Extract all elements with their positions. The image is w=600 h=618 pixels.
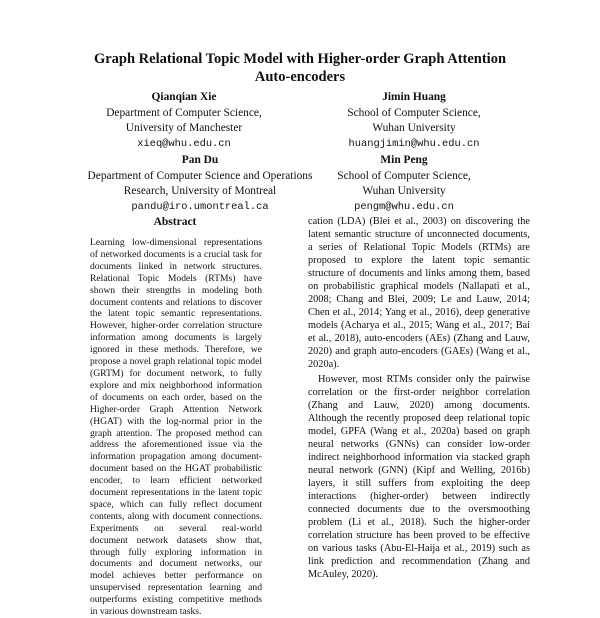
introduction-body	[308, 215, 530, 581]
author-name: Pan Du	[181, 154, 219, 166]
author-affiliation: Wuhan University	[372, 122, 456, 134]
author-affiliation: School of Computer Science,	[337, 169, 471, 182]
author-affiliation: School of Computer Science,	[347, 106, 481, 119]
author-name: Qianqian Xie	[151, 91, 217, 103]
author-affiliation: Department of Computer Science and Operations	[87, 169, 313, 182]
author-email: pengm@whu.edu.cn	[354, 200, 454, 213]
author-email: pandu@iro.umontreal.ca	[131, 200, 269, 213]
author-affiliation: Research, University of Montreal	[123, 185, 277, 197]
author-affiliation: Department of Computer Science,	[106, 106, 262, 119]
author-email: huangjimin@whu.edu.cn	[348, 137, 480, 150]
author-email: xieq@whu.edu.cn	[137, 137, 231, 150]
author-affiliation: University of Manchester	[125, 122, 243, 134]
body-paragraph-1: cation (LDA) (Blei et al., 2003) on discovering the latent semantic structure of unconnected documents, a series of Relational Topic Models (RTMs) are proposed to explore the latent topic semantic structure of documents and links among them, based on probabilistic graphical models (Nallapati et al., 2008; Chang and Blei, 2009; Le and Lauw, 2014; Chen et al., 2014; Yang et al., 2016), deep generative models (Acharya et al., 2015; Wang et al., 2017; Bai et al., 2018), auto-encoders (AEs) (Zhang and Lauw, 2020) and graph auto-encoders (GAEs) (Wang et al., 2020a).	[308, 216, 530, 370]
author-name: Min Peng	[380, 154, 428, 166]
paper-title-line-1: Graph Relational Topic Model with Higher-order Graph Attention	[93, 51, 507, 67]
body-paragraph-2: However, most RTMs consider only the pairwise correlation or the first-order neighbor correlation (Zhang and Lauw, 2020) among documents. Although the recently proposed deep relational topic model, GPFA (Wang et al., 2020a) based on graph neural networks (GNNs) can consider low-order indirect neighborhood information via stacked graph neural network (GNN) (Kipf and Welling, 2016b) layers, it still suffers from exploiting the deep interactions (higher-order) between indirectly connected documents due to the oversmoothing problem (Li et al., 2018). Such the higher-order correlation structure has been proved to be effective on various tasks (Abu-El-Haija et al., 2019) such as link prediction and recommendation (Zhang and McAuley, 2020).	[308, 374, 530, 580]
author-affiliation: Wuhan University	[362, 185, 446, 197]
author-block-1	[54, 90, 314, 152]
abstract-heading: Abstract	[153, 216, 197, 228]
author-block-4	[274, 153, 534, 215]
paper-title-line-2: Auto-encoders	[254, 69, 346, 85]
paper-title	[40, 50, 560, 86]
author-name: Jimin Huang	[382, 91, 446, 103]
author-block-2	[284, 90, 544, 152]
abstract-text: Learning low-dimensional representations of networked documents is a crucial task for documents linked in network structures. Relational Topic Models (RTMs) have shown their strengths in modeling both document contents and relations to discover the latent topic semantic representations. However, higher-order correlation structure information among documents is largely ignored in these methods. Therefore, we propose a novel graph relational topic model (GRTM) for document network, to fully explore and mix neighborhood information of documents on each order, based on the Higher-order Graph Attention Network (HGAT) with the log-normal prior in the graph attention. The proposed method can address the aforementioned issue via the information propagation among document-document based on the HGAT probabilistic encoder, to learn efficient networked document representations in the latent topic space, which can fully reflect document contents, along with document connections. Experiments on several real-world document network datasets show that, through fully exploring information in documents and document networks, our model achieves better performance on unsupervised representation learning and outperforms existing competitive methods in various downstream tasks.	[90, 237, 262, 618]
